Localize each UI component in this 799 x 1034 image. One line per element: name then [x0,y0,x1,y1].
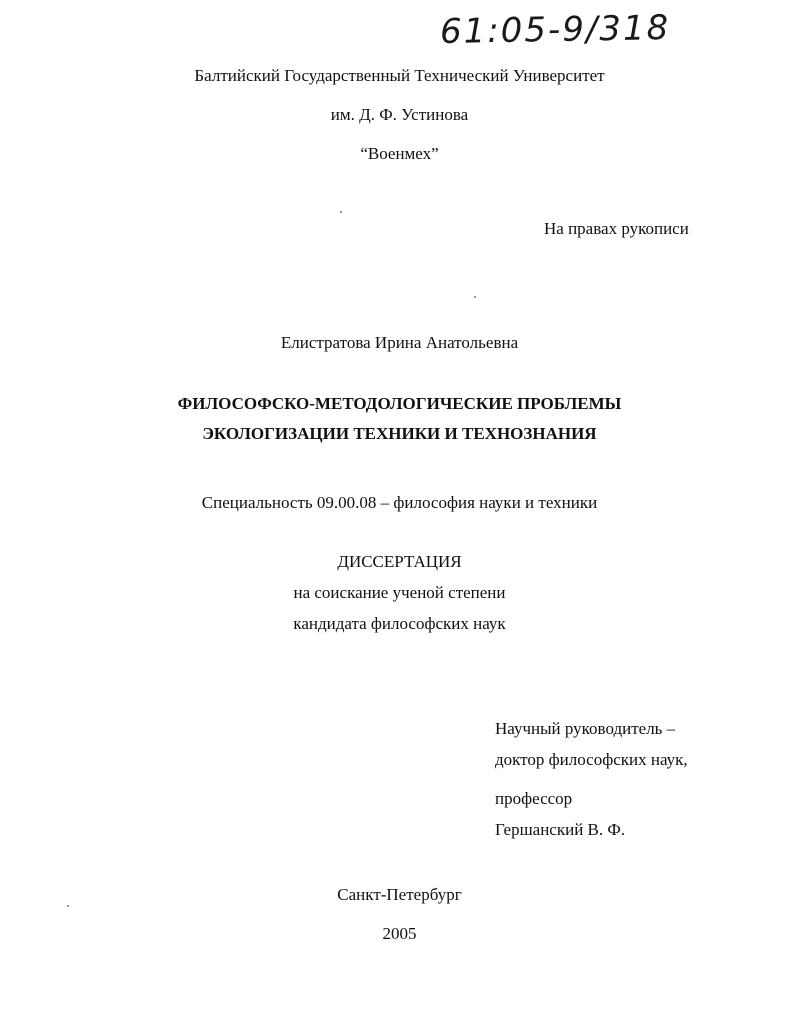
degree-name: кандидата философских наук [293,614,506,633]
supervisor-label: Научный руководитель – [495,719,676,738]
document-type: ДИССЕРТАЦИЯ [337,552,462,571]
degree-purpose: на соискание ученой степени [293,583,506,602]
specialty-line: Специальность 09.00.08 – философия науки и техники [201,493,598,512]
city: Санкт-Петербург [337,885,462,904]
supervisor-rank: профессор [495,789,573,808]
supervisor-degree: доктор философских наук, [495,750,688,769]
scan-speck [474,296,476,298]
institution-named-after: им. Д. Ф. Устинова [330,105,469,124]
supervisor-name: Гершанский В. Ф. [495,820,626,839]
handwritten-shelfmark: 61:05-9/318 [439,7,671,53]
scan-speck [340,211,342,213]
dissertation-title-line-2: ЭКОЛОГИЗАЦИИ ТЕХНИКИ И ТЕХНОЗНАНИЯ [202,424,597,443]
institution-name: Балтийский Государственный Технический Университет [194,66,605,85]
manuscript-rights-note: На правах рукописи [544,219,689,238]
institution-nickname: “Военмех” [360,144,439,163]
scan-speck [67,905,69,907]
author-name: Елистратова Ирина Анатольевна [280,333,519,352]
year: 2005 [382,924,417,943]
dissertation-title-line-1: ФИЛОСОФСКО-МЕТОДОЛОГИЧЕСКИЕ ПРОБЛЕМЫ [177,394,622,413]
